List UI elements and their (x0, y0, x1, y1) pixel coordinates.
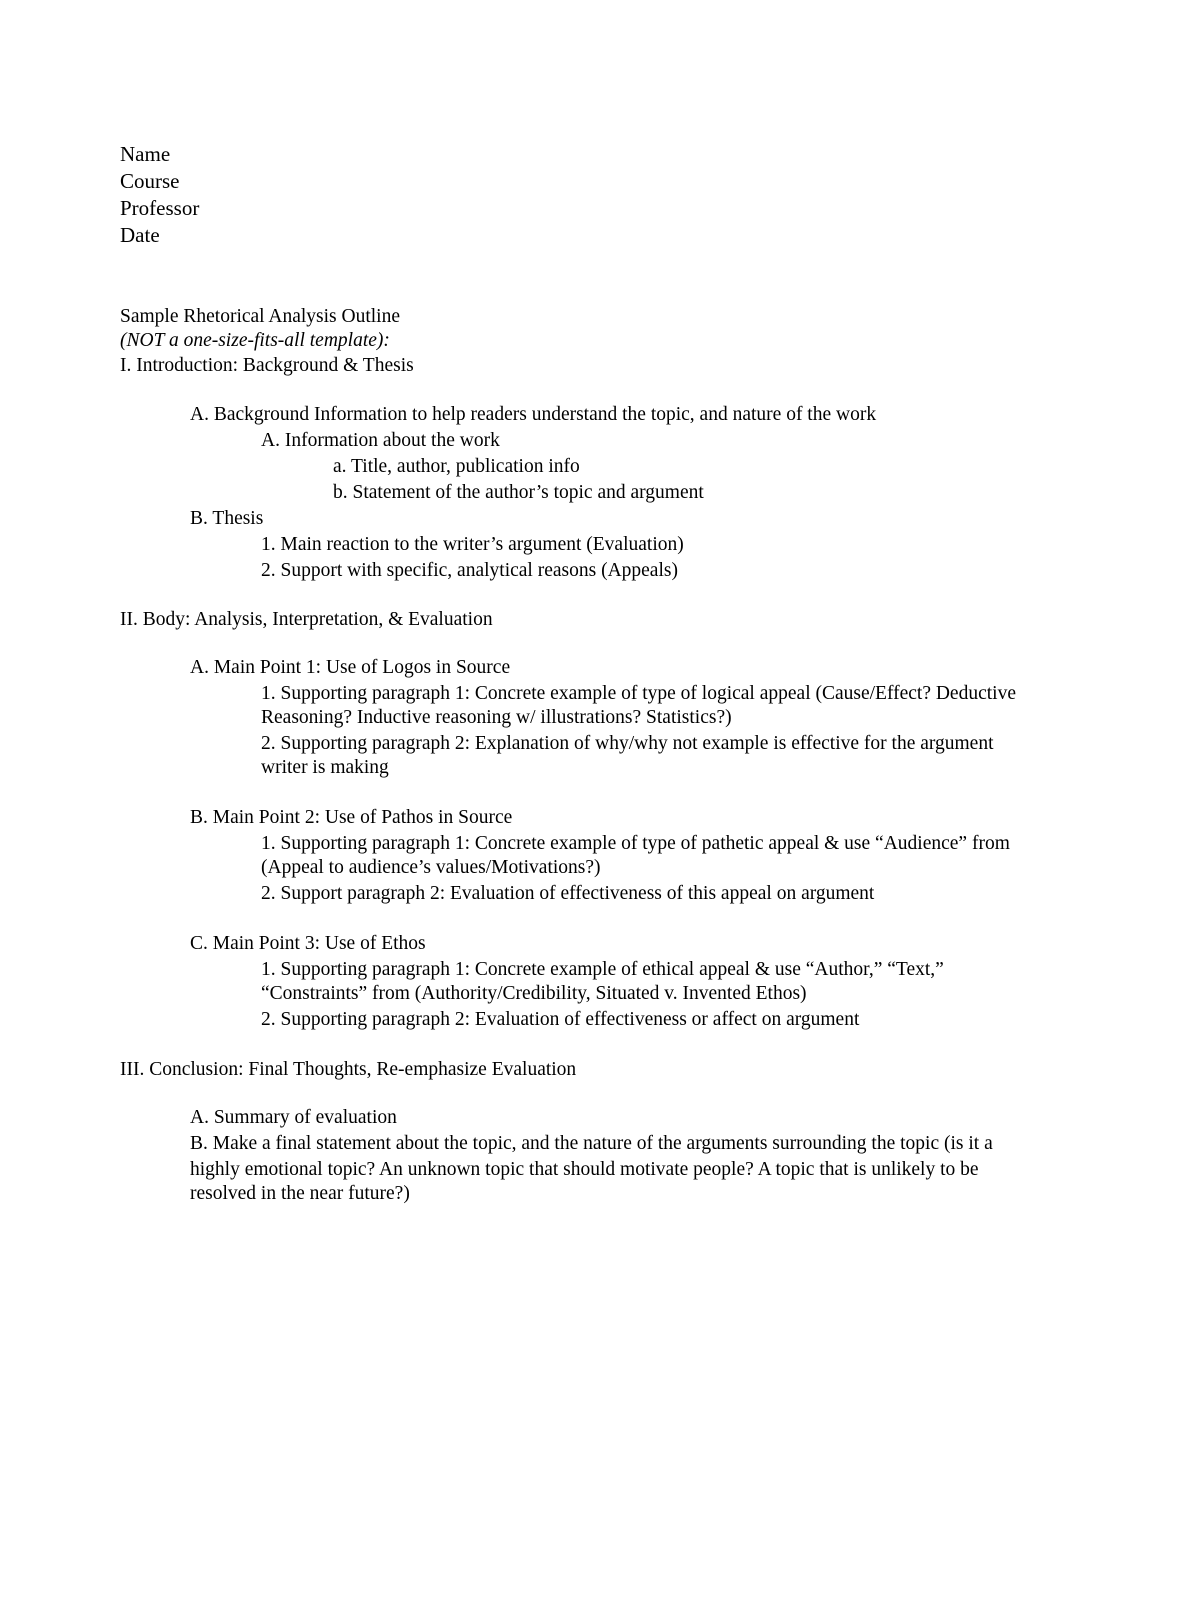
section2-item-c: C. Main Point 3: Use of Ethos (190, 933, 426, 954)
section3-item-a: A. Summary of evaluation (190, 1107, 397, 1128)
section3-item-b-line1: B. Make a final statement about the topic, and the nature of the arguments surrounding the topic (is it a (190, 1133, 993, 1154)
header-date: Date (120, 223, 160, 247)
section2-item-c1-line2: “Constraints” from (Authority/Credibility, Situated v. Invented Ethos) (261, 983, 807, 1004)
section1-item-a: A. Background Information to help readers understand the topic, and nature of the work (190, 404, 877, 425)
section2-item-b1-line1: 1. Supporting paragraph 1: Concrete example of type of pathetic appeal & use “Audience” from (261, 833, 1010, 854)
section1-heading: I. Introduction: Background & Thesis (120, 355, 414, 376)
section2-item-a1-line2: Reasoning? Inductive reasoning w/ illustrations? Statistics?) (261, 707, 732, 728)
section2-item-c2: 2. Supporting paragraph 2: Evaluation of effectiveness or affect on argument (261, 1009, 860, 1030)
header-name: Name (120, 142, 171, 166)
section3-item-b-line2: highly emotional topic? An unknown topic that should motivate people? A topic that is unlikely to be (190, 1159, 979, 1180)
section2-item-a2-line1: 2. Supporting paragraph 2: Explanation of why/why not example is effective for the argument (261, 733, 994, 754)
section1-item-b2: 2. Support with specific, analytical reasons (Appeals) (261, 560, 678, 581)
header-professor: Professor (120, 196, 200, 220)
section2-item-b1-line2: (Appeal to audience’s values/Motivations?) (261, 857, 601, 878)
section3-item-b-line3: resolved in the near future?) (190, 1183, 410, 1204)
outline-subtitle: (NOT a one-size-fits-all template): (120, 330, 390, 351)
section2-item-a1-line1: 1. Supporting paragraph 1: Concrete example of type of logical appeal (Cause/Effect? Deductive (261, 683, 1016, 704)
section2-item-a: A. Main Point 1: Use of Logos in Source (190, 657, 511, 678)
section2-item-b: B. Main Point 2: Use of Pathos in Source (190, 807, 513, 828)
section3-heading: III. Conclusion: Final Thoughts, Re-emphasize Evaluation (120, 1059, 577, 1080)
outline-title: Sample Rhetorical Analysis Outline (120, 306, 400, 327)
section1-item-b1: 1. Main reaction to the writer’s argument (Evaluation) (261, 534, 684, 555)
section2-item-a2-line2: writer is making (261, 757, 389, 778)
section1-item-b: B. Thesis (190, 508, 264, 529)
section2-item-b2: 2. Support paragraph 2: Evaluation of effectiveness of this appeal on argument (261, 883, 875, 904)
header-course: Course (120, 169, 180, 193)
section2-item-c1-line1: 1. Supporting paragraph 1: Concrete example of ethical appeal & use “Author,” “Text,” (261, 959, 944, 980)
section1-item-a-sub-a: a. Title, author, publication info (333, 456, 580, 477)
section2-heading: II. Body: Analysis, Interpretation, & Evaluation (120, 609, 493, 630)
section1-item-a-sub: A. Information about the work (261, 430, 500, 451)
section1-item-a-sub-b: b. Statement of the author’s topic and argument (333, 482, 704, 503)
